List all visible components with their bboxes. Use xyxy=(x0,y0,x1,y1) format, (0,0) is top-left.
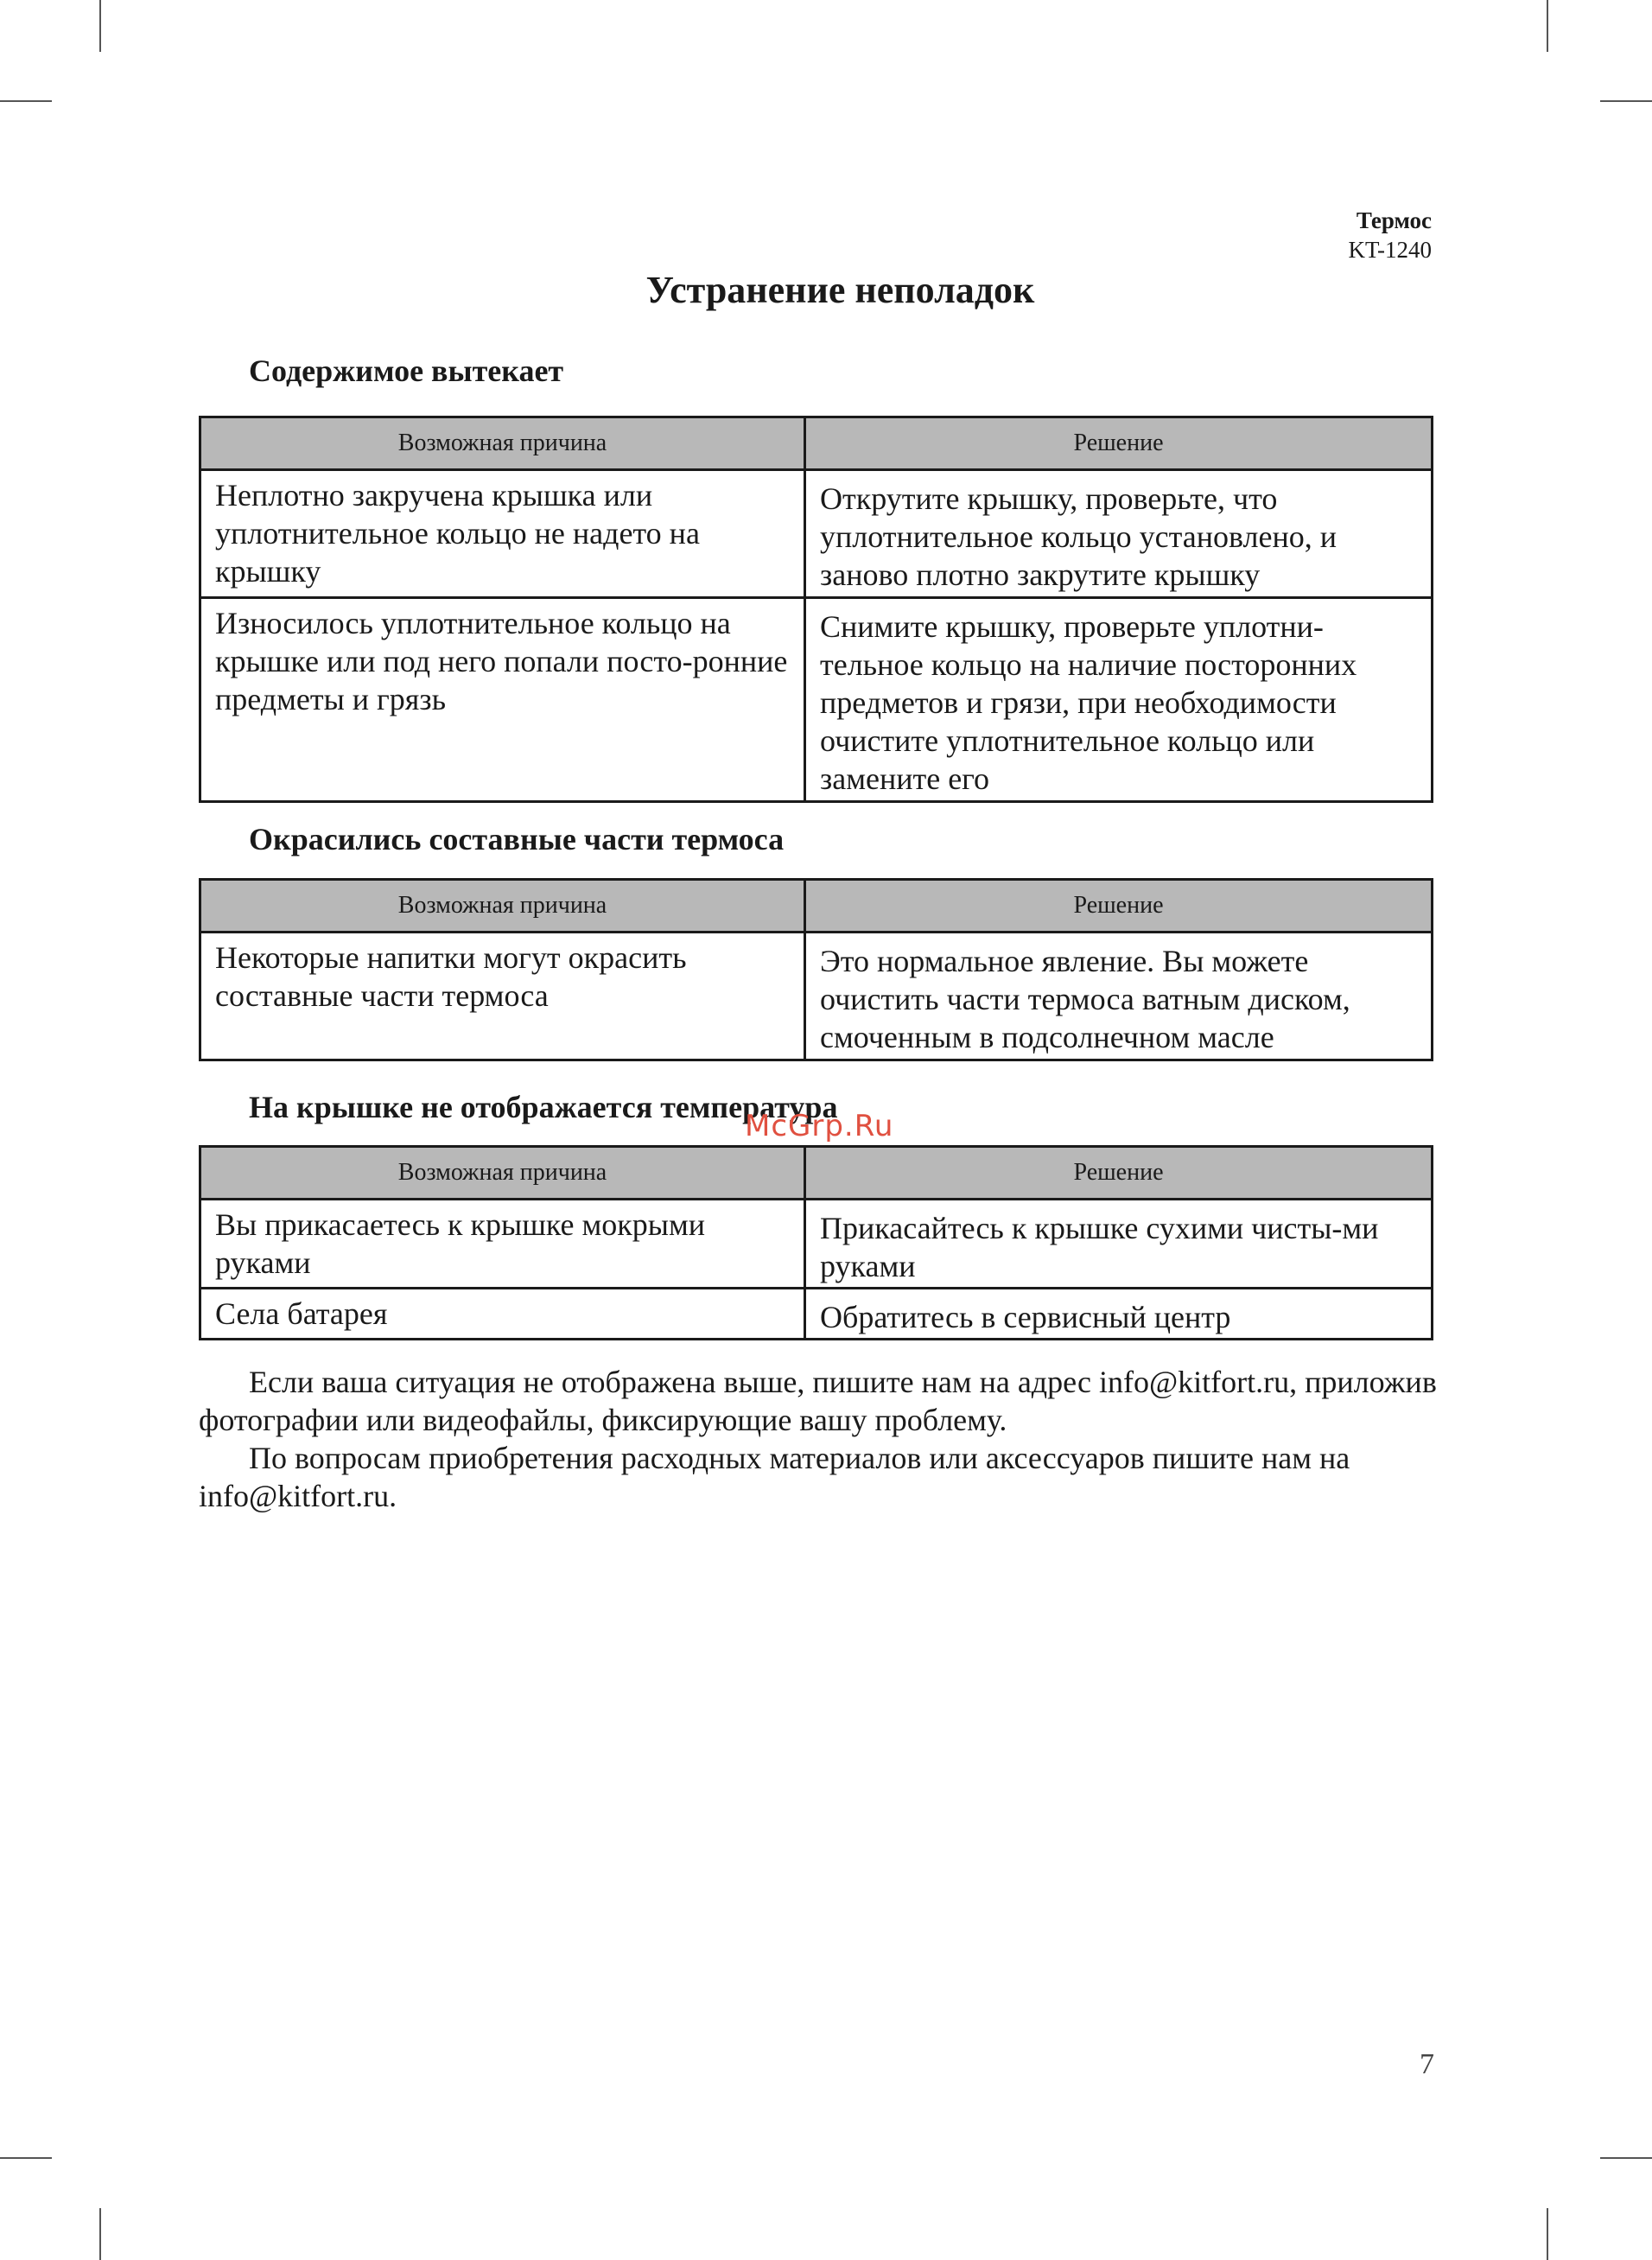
troubleshooting-table xyxy=(199,416,1433,803)
solution-cell: Это нормальное явление. Вы можете очистить части термоса ватным диском, смоченным в подсолнечном масле xyxy=(805,933,1433,1060)
section-heading: На крышке не отображается температура xyxy=(249,1090,838,1124)
accessories-paragraph xyxy=(199,1439,1443,1515)
column-header-cause: Возможная причина xyxy=(200,417,805,470)
contact-paragraph-text: Если ваша ситуация не отображена выше, пишите нам на адрес info@kitfort.ru, приложив фотографии или видеофайлы, фиксирующие вашу проблему. xyxy=(199,1365,1437,1437)
column-header-solution: Решение xyxy=(805,417,1433,470)
page-title: Устранение неполадок xyxy=(645,269,1035,311)
column-header-cause: Возможная причина xyxy=(200,880,805,933)
page-number: 7 xyxy=(1420,2048,1434,2080)
accessories-paragraph-text: По вопросам приобретения расходных материалов или аксессуаров пишите нам на info@kitfort.ru. xyxy=(199,1441,1350,1513)
crop-mark xyxy=(1547,0,1548,52)
section-heading: Окрасились составные части термоса xyxy=(249,822,785,856)
table-row xyxy=(200,933,1433,1060)
solution-cell: Прикасайтесь к крышке сухими чисты-ми руками xyxy=(805,1200,1433,1289)
cause-cell: Некоторые напитки могут окрасить составные части термоса xyxy=(200,933,805,1060)
crop-mark xyxy=(99,2208,101,2260)
solution-cell: Снимите крышку, проверьте уплотни-тельное кольцо на наличие посторонних предметов и грязи, при необходимости очистите уплотнительное кольцо или замените его xyxy=(805,598,1433,802)
table-header-row xyxy=(200,880,1433,933)
section-heading: Содержимое вытекает xyxy=(249,353,564,388)
troubleshooting-table xyxy=(199,878,1433,1061)
cause-cell: Неплотно закручена крышка или уплотнительное кольцо не надето на крышку xyxy=(200,470,805,598)
running-header xyxy=(1348,206,1432,264)
crop-mark xyxy=(1547,2208,1548,2260)
column-header-solution: Решение xyxy=(805,1147,1433,1200)
solution-cell: Открутите крышку, проверьте, что уплотнительное кольцо установлено, и заново плотно закрутите крышку xyxy=(805,470,1433,598)
troubleshooting-table xyxy=(199,1145,1433,1340)
watermark: McGrp.Ru xyxy=(745,1109,894,1143)
header-product: Термос xyxy=(1356,207,1432,233)
cause-cell: Вы прикасаетесь к крышке мокрыми руками xyxy=(200,1200,805,1289)
table-header-row xyxy=(200,417,1433,470)
crop-mark xyxy=(1600,100,1652,102)
column-header-solution: Решение xyxy=(805,880,1433,933)
table-row xyxy=(200,1289,1433,1340)
crop-mark xyxy=(99,0,101,52)
column-header-cause: Возможная причина xyxy=(200,1147,805,1200)
crop-mark xyxy=(1600,2157,1652,2159)
table-row xyxy=(200,598,1433,802)
crop-mark xyxy=(0,2157,52,2159)
cause-cell: Износилось уплотнительное кольцо на крышке или под него попали посто-ронние предметы и грязь xyxy=(200,598,805,802)
solution-cell: Обратитесь в сервисный центр xyxy=(805,1289,1433,1340)
contact-paragraph xyxy=(199,1363,1443,1439)
table-header-row xyxy=(200,1147,1433,1200)
cause-cell: Села батарея xyxy=(200,1289,805,1340)
table-row xyxy=(200,1200,1433,1289)
table-row xyxy=(200,470,1433,598)
crop-mark xyxy=(0,100,52,102)
header-model: KT-1240 xyxy=(1348,237,1432,263)
